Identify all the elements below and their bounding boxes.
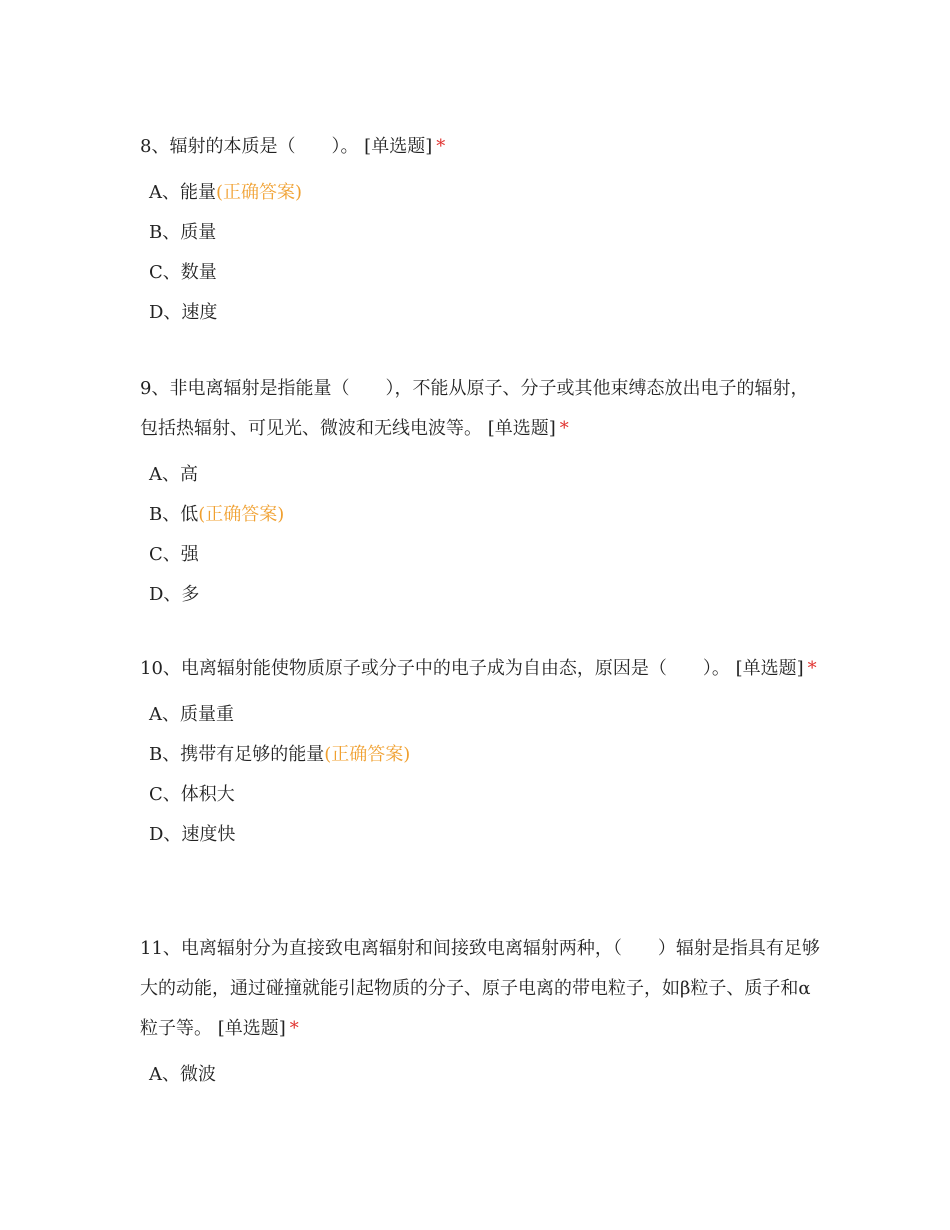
option-a[interactable] <box>140 173 820 213</box>
option-list <box>140 695 820 855</box>
option-d[interactable] <box>140 815 820 855</box>
option-label: B、低 <box>149 504 199 525</box>
option-label: C、强 <box>149 544 199 565</box>
required-mark: * <box>559 418 569 439</box>
question-text: 9、非电离辐射是指能量（ ），不能从原子、分子或其他束缚态放出电子的辐射，包括热辐射、可见光、微波和无线电波等。 [单选题] * <box>140 378 809 439</box>
option-a[interactable] <box>140 455 820 495</box>
correct-answer-tag: (正确答案) <box>198 504 285 525</box>
question-text: 8、辐射的本质是（ ）。 [单选题] * <box>140 136 446 157</box>
option-label: A、质量重 <box>149 704 234 725</box>
option-label: A、微波 <box>149 1064 216 1085</box>
option-list <box>140 455 820 615</box>
option-b[interactable] <box>140 213 820 253</box>
option-label: C、数量 <box>149 262 217 283</box>
question-text: 11、电离辐射分为直接致电离辐射和间接致电离辐射两种，（ ）辐射是指具有足够大的动能，通过碰撞就能引起物质的分子、原子电离的带电粒子，如β粒子、质子和α粒子等。 [单选题] * <box>140 938 820 1039</box>
required-mark: * <box>807 658 817 679</box>
question-8 <box>140 127 820 333</box>
option-list <box>140 173 820 333</box>
option-a[interactable] <box>140 695 820 735</box>
question-10 <box>140 649 820 855</box>
correct-answer-tag: (正确答案) <box>216 182 303 203</box>
required-mark: * <box>436 136 446 157</box>
option-b[interactable] <box>140 495 820 535</box>
correct-answer-tag: (正确答案) <box>324 744 411 765</box>
option-label: C、体积大 <box>149 784 235 805</box>
option-label: A、能量 <box>149 182 216 203</box>
option-c[interactable] <box>140 535 820 575</box>
option-list <box>140 1055 820 1095</box>
option-b[interactable] <box>140 735 820 775</box>
option-label: D、多 <box>149 584 200 605</box>
option-label: A、高 <box>149 464 198 485</box>
question-text: 10、电离辐射能使物质原子或分子中的电子成为自由态，原因是（ ）。 [单选题] * <box>140 658 817 679</box>
option-label: B、携带有足够的能量 <box>149 744 325 765</box>
option-label: B、质量 <box>149 222 217 243</box>
option-label: D、速度快 <box>149 824 236 845</box>
question-9 <box>140 369 820 615</box>
question-11 <box>140 929 820 1095</box>
option-a[interactable] <box>140 1055 820 1095</box>
option-c[interactable] <box>140 775 820 815</box>
option-label: D、速度 <box>149 302 218 323</box>
option-d[interactable] <box>140 293 820 333</box>
option-d[interactable] <box>140 575 820 615</box>
option-c[interactable] <box>140 253 820 293</box>
required-mark: * <box>289 1018 299 1039</box>
